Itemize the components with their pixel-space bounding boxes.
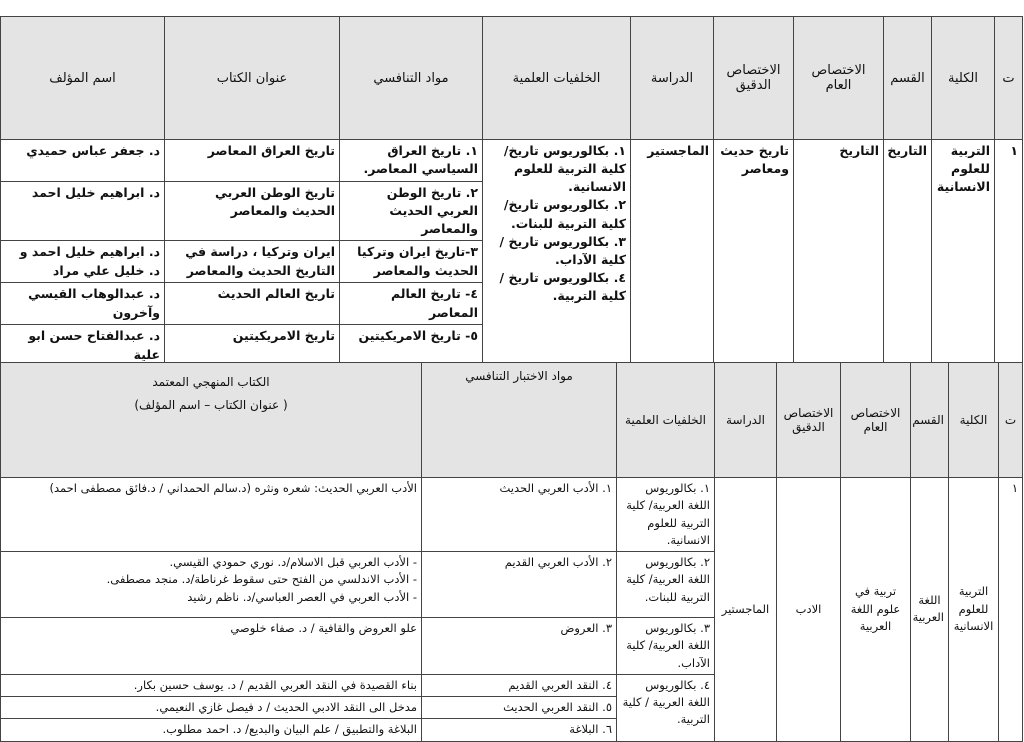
subject-cell: ٢. تاريخ الوطن العربي الحديث والمعاصر	[340, 182, 483, 241]
author-cell: د. عبدالفتاح حسن ابو علية	[1, 325, 165, 367]
book-title-cell: ايران وتركيا ، دراسة في التاريخ الحديث والمعاصر	[165, 241, 340, 283]
subject-cell: ١. تاريخ العراق السياسي المعاصر.	[340, 140, 483, 182]
college-cell: التربية للعلوم الانسانية	[949, 478, 999, 742]
header-study: الدراسة	[631, 17, 714, 140]
background-cell: ١. بكالوريوس اللغة العربية/ كلية التربية للعلوم الانسانية.	[617, 478, 715, 552]
background-item: ٣. بكالوريوس تاريخ / كلية الآداب.	[499, 233, 626, 267]
header-dept: القسم	[884, 17, 932, 140]
header-book-title: عنوان الكتاب	[165, 17, 340, 140]
general-spec-cell: تربية في علوم اللغة العربية	[841, 478, 911, 742]
header-textbook	[1, 363, 422, 478]
table-row	[1, 478, 1023, 552]
precise-spec-cell: الادب	[777, 478, 841, 742]
textbook-cell: الأدب العربي الحديث: شعره ونثره (د.سالم الحمداني / د.فائق مصطفى احمد)	[1, 478, 422, 552]
textbook-cell: مدخل الى النقد الادبي الحديث / د فيصل غازي النعيمي.	[1, 697, 422, 719]
study-cell: الماجستير	[631, 140, 714, 367]
history-admission-table	[0, 16, 1023, 367]
study-cell: الماجستير	[715, 478, 777, 742]
header-precise-spec: الاختصاص الدقيق	[777, 363, 841, 478]
header-backgrounds: الخلفيات العلمية	[617, 363, 715, 478]
textbook-item: - الأدب العربي في العصر العباسي/د. ناظم رشيد	[187, 589, 417, 604]
background-cell: ٢. بكالوريوس اللغة العربية/ كلية التربية للبنات.	[617, 552, 715, 618]
dept-cell: التاريخ	[884, 140, 932, 367]
header-general-spec: الاختصاص العام	[841, 363, 911, 478]
subject-cell: ٣-تاريخ ايران وتركيا الحديث والمعاصر	[340, 241, 483, 283]
background-item: ١. بكالوريوس تاريخ/ كلية التربية للعلوم الانسانية.	[503, 143, 626, 195]
precise-spec-cell: تاريخ حديث ومعاصر	[714, 140, 794, 367]
row-num: ١	[995, 140, 1023, 367]
author-cell: د. عبدالوهاب القيسي وآخرون	[1, 283, 165, 325]
header-num: ت	[995, 17, 1023, 140]
header-textbook-title: الكتاب المنهجي المعتمد	[152, 375, 270, 389]
general-spec-cell: التاريخ	[794, 140, 884, 367]
header-general-spec: الاختصاص العام	[794, 17, 884, 140]
textbook-item: - الأدب الاندلسي من الفتح حتى سقوط غرناطة/د. منجد مصطفى.	[106, 572, 417, 587]
arabic-admission-table	[0, 362, 1023, 742]
header-subjects: مواد الاختبار التنافسي	[422, 363, 617, 478]
header-study: الدراسة	[715, 363, 777, 478]
author-cell: د. جعفر عباس حميدي	[1, 140, 165, 182]
textbook-cell	[1, 552, 422, 618]
book-title-cell: تاريخ العراق المعاصر	[165, 140, 340, 182]
header-backgrounds: الخلفيات العلمية	[483, 17, 631, 140]
header-subjects: مواد التنافسي	[340, 17, 483, 140]
author-cell: د. ابراهيم خليل احمد و د. خليل علي مراد	[1, 241, 165, 283]
subject-cell: ٥. النقد العربي الحديث	[422, 697, 617, 719]
table-row	[1, 140, 1023, 182]
book-title-cell: تاريخ الامريكيتين	[165, 325, 340, 367]
header-precise-spec: الاختصاص الدقيق	[714, 17, 794, 140]
header-num: ت	[999, 363, 1023, 478]
header-textbook-subtitle: ( عنوان الكتاب – اسم المؤلف)	[134, 397, 288, 412]
background-item: ٤. بكالوريوس تاريخ / كلية التربية.	[499, 269, 626, 303]
background-item: ٢. بكالوريوس تاريخ/ كلية التربية للبنات.	[503, 197, 626, 231]
author-cell: د. ابراهيم خليل احمد	[1, 182, 165, 241]
college-cell: التربية للعلوم الانسانية	[932, 140, 995, 367]
book-title-cell: تاريخ الوطن العربي الحديث والمعاصر	[165, 182, 340, 241]
dept-cell: اللغة العربية	[911, 478, 949, 742]
header-college: الكلية	[949, 363, 999, 478]
textbook-cell: البلاغة والتطبيق / علم البيان والبديع/ د. احمد مطلوب.	[1, 719, 422, 741]
header-author: اسم المؤلف	[1, 17, 165, 140]
header-dept: القسم	[911, 363, 949, 478]
row-num: ١	[999, 478, 1023, 742]
subject-cell: ٤. النقد العربي القديم	[422, 674, 617, 696]
subject-cell: ١. الأدب العربي الحديث	[422, 478, 617, 552]
subject-cell: ٥- تاريخ الامريكيتين	[340, 325, 483, 367]
textbook-cell: بناء القصيدة في النقد العربي القديم / د. يوسف حسين بكار.	[1, 674, 422, 696]
book-title-cell: تاريخ العالم الحديث	[165, 283, 340, 325]
subject-cell: ٢. الأدب العربي القديم	[422, 552, 617, 618]
subject-cell: ٤- تاريخ العالم المعاصر	[340, 283, 483, 325]
textbook-cell: علو العروض والقافية / د. صفاء خلوصي	[1, 618, 422, 675]
background-cell: ٤. بكالوريوس اللغة العربية / كلية التربية.	[617, 674, 715, 741]
backgrounds-cell	[483, 140, 631, 367]
subject-cell: ٦. البلاغة	[422, 719, 617, 741]
background-cell: ٣. بكالوريوس اللغة العربية/ كلية الآداب.	[617, 618, 715, 675]
subject-cell: ٣. العروض	[422, 618, 617, 675]
header-college: الكلية	[932, 17, 995, 140]
textbook-item: - الأدب العربي قبل الاسلام/د. نوري حمودي القيسي.	[169, 555, 417, 569]
